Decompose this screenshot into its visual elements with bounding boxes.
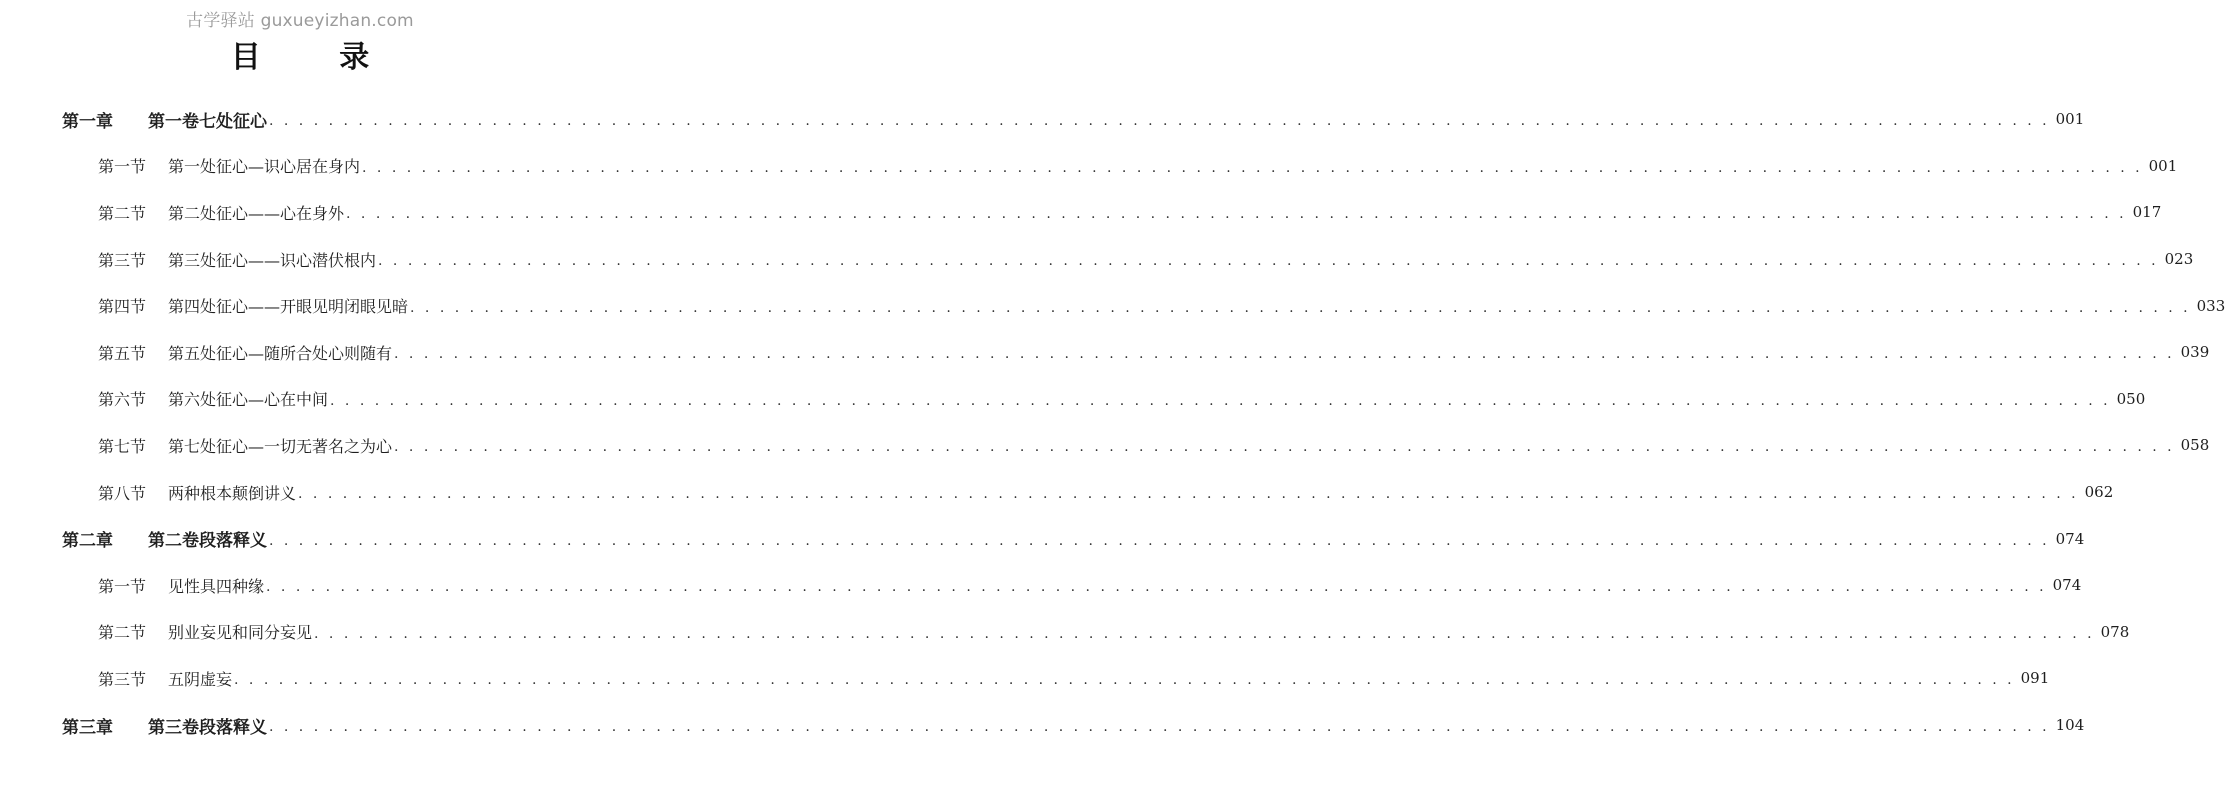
toc-page-number: 039 <box>2180 343 2210 362</box>
watermark: 古学驿站 guxueyizhan.com <box>186 11 414 31</box>
toc-entry-label <box>98 248 376 271</box>
toc-entry-label <box>98 620 312 643</box>
toc-entry-label <box>98 574 264 597</box>
dot-leader: . . . . . . . . . . . . . . . . . . . . . . . . . . . . . . . . . . . . . . . . . . . . . . . . . . . . . . . . . . . . . . . . . . . . . . . . . . . . . . . . . . . . . . . . . . . . . . . . . . . . . . . . . . . . . . . . . . . . . . . . <box>269 532 2050 549</box>
table-of-contents <box>0 96 2225 748</box>
toc-page-number: 001 <box>2055 110 2085 129</box>
toc-section-entry[interactable] <box>0 329 2210 376</box>
toc-section-entry[interactable] <box>0 469 2114 516</box>
toc-entry-number: 第一章 <box>62 111 113 132</box>
toc-entry-title: 第四处征心——开眼见明闭眼见暗 <box>168 297 409 317</box>
toc-entry-title: 第一卷七处征心 <box>148 111 267 132</box>
toc-page-number: 058 <box>2180 436 2210 455</box>
toc-entry-number: 第五节 <box>98 343 147 363</box>
toc-entry-title: 第三处征心——识心潜伏根内 <box>168 250 377 270</box>
toc-entry-title: 见性具四种缘 <box>168 576 265 596</box>
toc-entry-number: 第三节 <box>98 669 147 689</box>
toc-page-number: 001 <box>2148 156 2178 175</box>
toc-section-entry[interactable] <box>0 189 2162 236</box>
toc-page-number: 104 <box>2055 716 2085 735</box>
toc-entry-number: 第二节 <box>98 203 147 223</box>
toc-section-entry[interactable] <box>0 422 2210 469</box>
toc-entry-title: 第五处征心—随所合处心则随有 <box>168 343 393 363</box>
dot-leader: . . . . . . . . . . . . . . . . . . . . . . . . . . . . . . . . . . . . . . . . . . . . . . . . . . . . . . . . . . . . . . . . . . . . . . . . . . . . . . . . . . . . . . . . . . . . . . . . . . . . . . . . . . . . . . . . . . . . . . . . <box>362 159 2143 176</box>
toc-entry-title: 第二处征心——心在身外 <box>168 203 345 223</box>
toc-entry-label <box>98 341 392 364</box>
toc-entry-title: 别业妄见和同分妄见 <box>168 623 313 643</box>
toc-section-entry[interactable] <box>0 655 2050 702</box>
toc-entry-number: 第六节 <box>98 390 147 410</box>
toc-page-number: 091 <box>2020 669 2050 688</box>
toc-entry-label <box>98 481 296 504</box>
toc-page-number: 074 <box>2052 576 2082 595</box>
toc-entry-number: 第七节 <box>98 436 147 456</box>
dot-leader: . . . . . . . . . . . . . . . . . . . . . . . . . . . . . . . . . . . . . . . . . . . . . . . . . . . . . . . . . . . . . . . . . . . . . . . . . . . . . . . . . . . . . . . . . . . . . . . . . . . . . . . . . . . . . . . . . . . . . . . . <box>298 486 2079 503</box>
toc-entry-number: 第八节 <box>98 483 147 503</box>
toc-page-number: 017 <box>2132 203 2162 222</box>
toc-entry-label <box>98 667 232 690</box>
toc-entry-number: 第二节 <box>98 623 147 643</box>
toc-section-entry[interactable] <box>0 376 2146 423</box>
toc-entry-label <box>62 713 267 738</box>
dot-leader: . . . . . . . . . . . . . . . . . . . . . . . . . . . . . . . . . . . . . . . . . . . . . . . . . . . . . . . . . . . . . . . . . . . . . . . . . . . . . . . . . . . . . . . . . . . . . . . . . . . . . . . . . . . . . . . . . . . . . . . . <box>269 113 2050 130</box>
dot-leader: . . . . . . . . . . . . . . . . . . . . . . . . . . . . . . . . . . . . . . . . . . . . . . . . . . . . . . . . . . . . . . . . . . . . . . . . . . . . . . . . . . . . . . . . . . . . . . . . . . . . . . . . . . . . . . . . . . . . . . . . <box>410 299 2191 316</box>
toc-entry-title: 五阴虚妄 <box>168 669 233 689</box>
page-title: 目 录 <box>230 40 404 75</box>
toc-entry-number: 第三节 <box>98 250 147 270</box>
toc-entry-number: 第三章 <box>62 717 113 738</box>
toc-entry-title: 第三卷段落释义 <box>148 717 267 738</box>
toc-entry-label <box>62 526 267 551</box>
toc-section-entry[interactable] <box>0 236 2194 283</box>
toc-page-number: 023 <box>2164 250 2194 269</box>
toc-page-number: 033 <box>2196 296 2225 315</box>
toc-entry-label <box>98 294 408 317</box>
dot-leader: . . . . . . . . . . . . . . . . . . . . . . . . . . . . . . . . . . . . . . . . . . . . . . . . . . . . . . . . . . . . . . . . . . . . . . . . . . . . . . . . . . . . . . . . . . . . . . . . . . . . . . . . . . . . . . . . . . . . . . . . <box>314 625 2095 642</box>
toc-section-entry[interactable] <box>0 609 2130 656</box>
dot-leader: . . . . . . . . . . . . . . . . . . . . . . . . . . . . . . . . . . . . . . . . . . . . . . . . . . . . . . . . . . . . . . . . . . . . . . . . . . . . . . . . . . . . . . . . . . . . . . . . . . . . . . . . . . . . . . . . . . . . . . . . <box>269 719 2050 736</box>
toc-page-number: 062 <box>2084 483 2114 502</box>
toc-chapter-entry[interactable] <box>0 702 2085 749</box>
toc-section-entry[interactable] <box>0 562 2082 609</box>
toc-section-entry[interactable] <box>0 143 2178 190</box>
toc-entry-label <box>62 107 267 132</box>
toc-entry-title: 第七处征心—一切无著名之为心 <box>168 436 393 456</box>
toc-entry-number: 第二章 <box>62 531 113 552</box>
toc-entry-title: 两种根本颠倒讲义 <box>168 483 297 503</box>
dot-leader: . . . . . . . . . . . . . . . . . . . . . . . . . . . . . . . . . . . . . . . . . . . . . . . . . . . . . . . . . . . . . . . . . . . . . . . . . . . . . . . . . . . . . . . . . . . . . . . . . . . . . . . . . . . . . . . . . . . . . . . . <box>346 206 2127 223</box>
dot-leader: . . . . . . . . . . . . . . . . . . . . . . . . . . . . . . . . . . . . . . . . . . . . . . . . . . . . . . . . . . . . . . . . . . . . . . . . . . . . . . . . . . . . . . . . . . . . . . . . . . . . . . . . . . . . . . . . . . . . . . . . <box>394 346 2175 363</box>
toc-entry-number: 第一节 <box>98 576 147 596</box>
dot-leader: . . . . . . . . . . . . . . . . . . . . . . . . . . . . . . . . . . . . . . . . . . . . . . . . . . . . . . . . . . . . . . . . . . . . . . . . . . . . . . . . . . . . . . . . . . . . . . . . . . . . . . . . . . . . . . . . . . . . . . . . <box>330 392 2111 409</box>
toc-chapter-entry[interactable] <box>0 515 2085 562</box>
toc-entry-label <box>98 201 344 224</box>
dot-leader: . . . . . . . . . . . . . . . . . . . . . . . . . . . . . . . . . . . . . . . . . . . . . . . . . . . . . . . . . . . . . . . . . . . . . . . . . . . . . . . . . . . . . . . . . . . . . . . . . . . . . . . . . . . . . . . . . . . . . . . . <box>394 439 2175 456</box>
toc-entry-label <box>98 154 360 177</box>
toc-entry-label <box>98 387 328 410</box>
toc-entry-label <box>98 434 392 457</box>
toc-entry-title: 第六处征心—心在中间 <box>168 390 329 410</box>
toc-page-number: 074 <box>2055 529 2085 548</box>
toc-entry-number: 第一节 <box>98 157 147 177</box>
toc-entry-title: 第二卷段落释义 <box>148 531 267 552</box>
dot-leader: . . . . . . . . . . . . . . . . . . . . . . . . . . . . . . . . . . . . . . . . . . . . . . . . . . . . . . . . . . . . . . . . . . . . . . . . . . . . . . . . . . . . . . . . . . . . . . . . . . . . . . . . . . . . . . . . . . . . . . . . <box>266 579 2047 596</box>
toc-page-number: 050 <box>2116 389 2146 408</box>
toc-section-entry[interactable] <box>0 282 2225 329</box>
toc-entry-number: 第四节 <box>98 297 147 317</box>
dot-leader: . . . . . . . . . . . . . . . . . . . . . . . . . . . . . . . . . . . . . . . . . . . . . . . . . . . . . . . . . . . . . . . . . . . . . . . . . . . . . . . . . . . . . . . . . . . . . . . . . . . . . . . . . . . . . . . . . . . . . . . . <box>234 672 2015 689</box>
toc-entry-title: 第一处征心—识心居在身内 <box>168 157 361 177</box>
toc-page-number: 078 <box>2100 622 2130 641</box>
dot-leader: . . . . . . . . . . . . . . . . . . . . . . . . . . . . . . . . . . . . . . . . . . . . . . . . . . . . . . . . . . . . . . . . . . . . . . . . . . . . . . . . . . . . . . . . . . . . . . . . . . . . . . . . . . . . . . . . . . . . . . . . <box>378 253 2159 270</box>
toc-chapter-entry[interactable] <box>0 96 2085 143</box>
